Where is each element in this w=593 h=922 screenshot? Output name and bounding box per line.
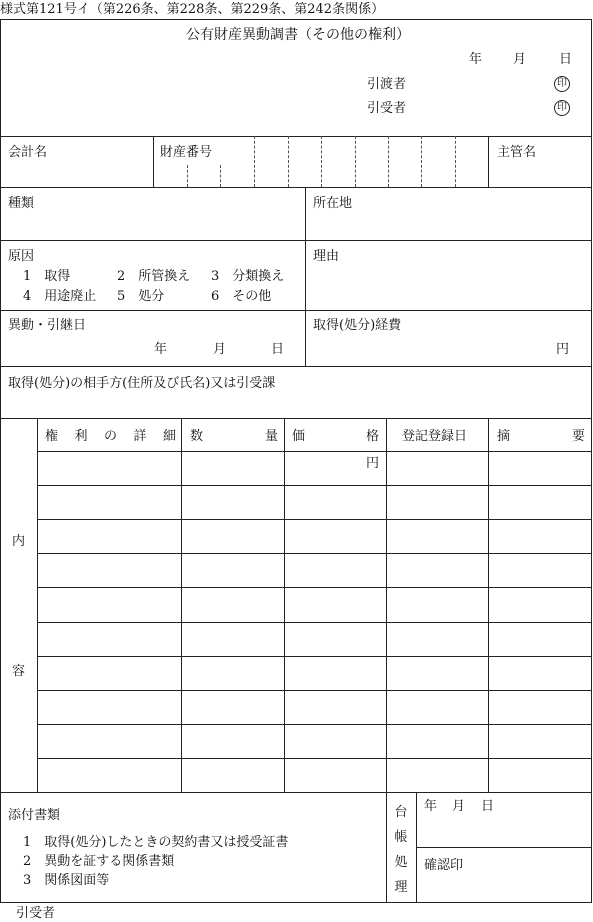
- rule: [0, 418, 592, 419]
- rule: [0, 366, 592, 367]
- table-row-line: [37, 656, 592, 657]
- cost-yen: 円: [556, 342, 570, 357]
- confirm-seal-label: 確認印: [424, 858, 464, 873]
- rule: [355, 136, 356, 187]
- transferor-seal: 印: [554, 76, 570, 92]
- rule: [321, 136, 322, 187]
- cause-option: 5 処分: [117, 289, 165, 304]
- attachment-item: 2 異動を証する関係書類: [23, 854, 175, 869]
- change-date-label: 異動・引継日: [8, 318, 87, 333]
- change-day: 日: [271, 342, 285, 357]
- rule: [0, 187, 592, 188]
- counterparty-label: 取得(処分)の相手方(住所及び氏名)又は引受課: [8, 376, 276, 391]
- rule: [416, 847, 592, 848]
- rule: [488, 418, 489, 792]
- rule: [305, 187, 306, 366]
- rule: [386, 792, 387, 903]
- rule: [388, 136, 389, 187]
- rule: [187, 165, 188, 187]
- transferee-seal: 印: [554, 100, 570, 116]
- rule: [386, 418, 387, 792]
- table-row-line: [37, 587, 592, 588]
- rule: [181, 418, 182, 792]
- contents-label-bottom: 容: [12, 664, 26, 679]
- cause-option: 4 用途廃止: [23, 289, 97, 304]
- location-label: 所在地: [313, 196, 353, 211]
- department-label: 主管名: [497, 145, 537, 160]
- footer-transferee: 引受者: [16, 906, 56, 921]
- transferee-label: 引受者: [367, 101, 407, 116]
- rule: [37, 418, 38, 792]
- reason-label: 理由: [313, 249, 340, 264]
- table-row-line: [37, 690, 592, 691]
- ledger-processing-label: 台 帳 処 理: [394, 805, 408, 895]
- rule: [254, 136, 255, 187]
- table-row-line: [37, 622, 592, 623]
- title-day: 日: [559, 52, 573, 67]
- change-year: 年: [154, 342, 168, 357]
- cost-label: 取得(処分)経費: [313, 318, 402, 333]
- rule: [37, 451, 592, 452]
- cause-label: 原因: [8, 249, 35, 264]
- table-row-line: [37, 519, 592, 520]
- rule: [0, 136, 592, 137]
- contents-label-top: 内: [12, 534, 26, 549]
- cause-option: 2 所管換え: [117, 269, 191, 284]
- form-id: 様式第121号イ（第226条、第228条、第229条、第242条関係）: [0, 2, 385, 17]
- property-number-label: 財産番号: [160, 145, 213, 160]
- transferor-label: 引渡者: [367, 77, 407, 92]
- rule: [288, 136, 289, 187]
- cause-option: 1 取得: [23, 269, 71, 284]
- price-unit: 円: [366, 456, 380, 471]
- rule: [421, 136, 422, 187]
- price-header: 価 格: [292, 429, 379, 444]
- cause-option: 6 その他: [211, 289, 272, 304]
- cause-option: 3 分類換え: [211, 269, 285, 284]
- rights-detail-header: 権 利 の 詳 細: [45, 429, 176, 444]
- title-year: 年: [469, 52, 483, 67]
- rule: [220, 165, 221, 187]
- quantity-header: 数 量: [190, 429, 278, 444]
- rule: [0, 792, 592, 793]
- rule: [284, 418, 285, 792]
- change-month: 月: [213, 342, 227, 357]
- ledger-month: 月: [452, 799, 466, 814]
- table-row-line: [37, 553, 592, 554]
- rule: [153, 136, 154, 187]
- ledger-year: 年: [424, 799, 438, 814]
- rule: [0, 240, 592, 241]
- attachment-item: 3 関係図面等: [23, 873, 110, 888]
- account-name-label: 会計名: [8, 145, 48, 160]
- table-row-line: [37, 758, 592, 759]
- remarks-header: 摘 要: [497, 429, 585, 444]
- form-title: 公有財産異動調書（その他の権利）: [186, 27, 410, 43]
- attachment-item: 1 取得(処分)したときの契約書又は授受証書: [23, 835, 289, 850]
- title-month: 月: [513, 52, 527, 67]
- registration-date-header: 登記登録日: [402, 429, 468, 444]
- ledger-day: 日: [481, 799, 495, 814]
- rule: [0, 310, 592, 311]
- table-row-line: [37, 724, 592, 725]
- table-row-line: [37, 485, 592, 486]
- attachments-title: 添付書類: [8, 808, 61, 823]
- rule: [488, 136, 489, 187]
- type-label: 種類: [8, 196, 35, 211]
- rule: [455, 136, 456, 187]
